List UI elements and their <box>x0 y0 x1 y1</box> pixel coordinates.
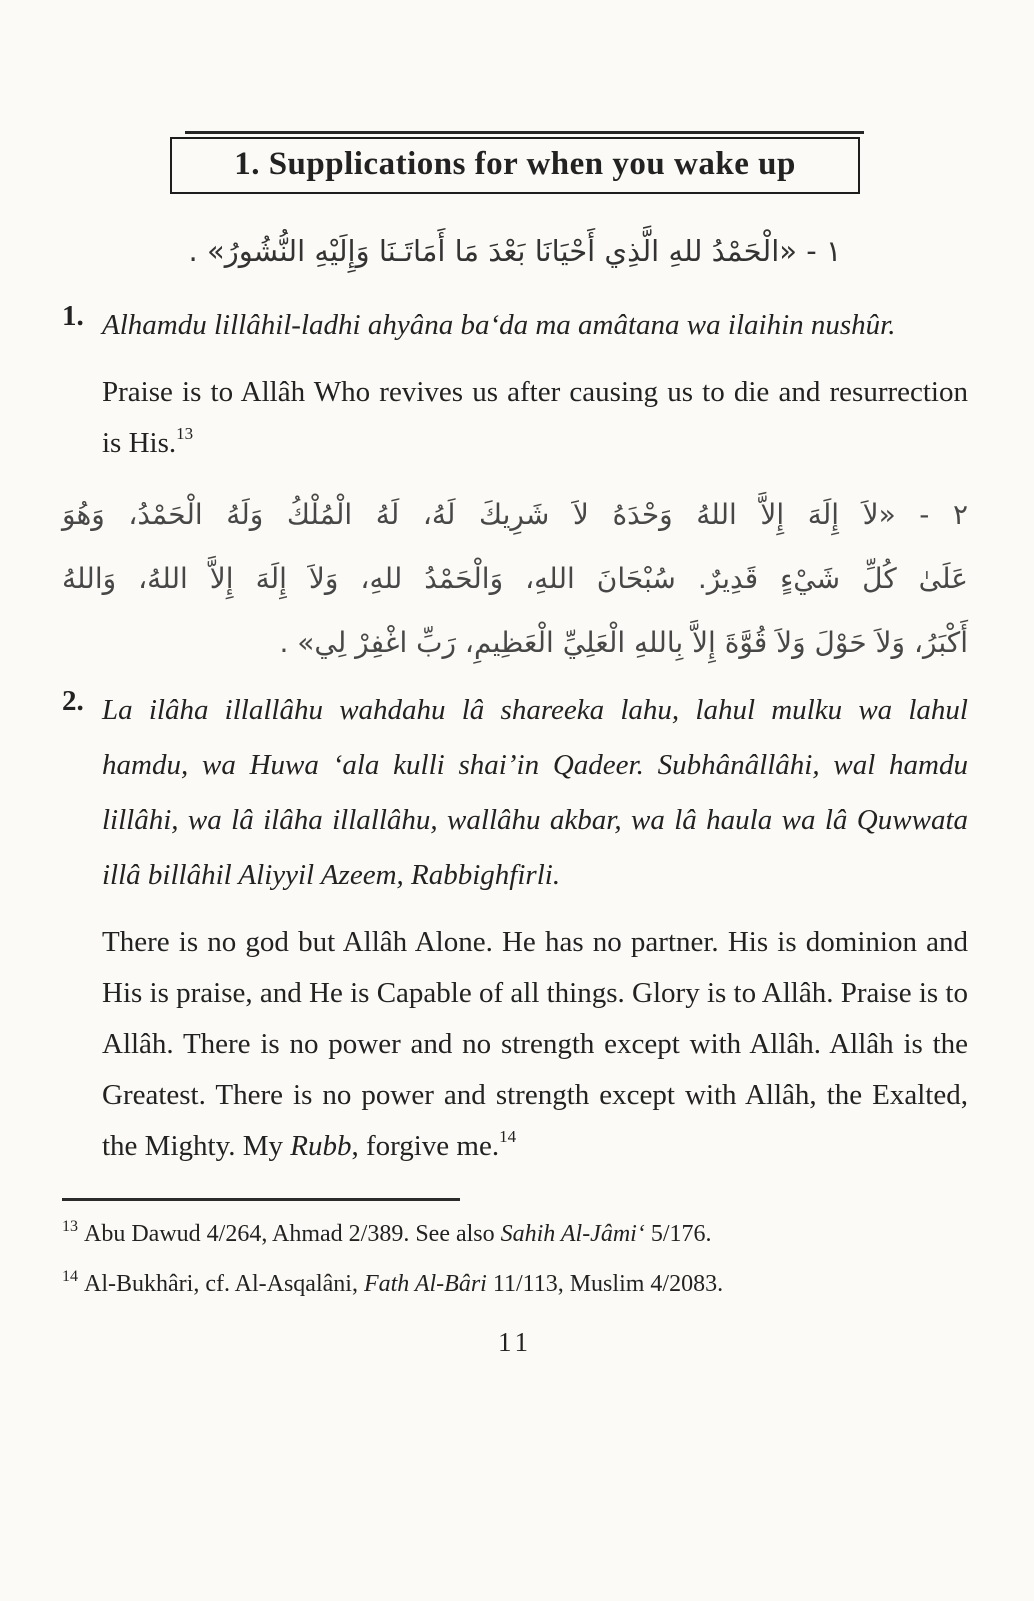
dua2-footnote-marker: 14 <box>499 1127 517 1146</box>
dua2-arabic-line-1: ٢ - «لاَ إِلَهَ إِلاَّ اللهُ وَحْدَهُ لاَ شَرِيكَ لَهُ، لَهُ الْمُلْكُ وَلَهُ الْحَمْدُ، وَهُوَ <box>62 498 968 531</box>
section-title: 1. Supplications for when you wake up <box>234 146 796 182</box>
footnote-14-text-tail: 11/113, Muslim 4/2083. <box>486 1271 724 1297</box>
footnote-separator-rule <box>62 1198 460 1201</box>
footnote-14 <box>62 1268 968 1301</box>
dua1-footnote-marker: 13 <box>176 424 194 443</box>
dua2-number: 2. <box>62 685 84 717</box>
dua1-transliteration: Alhamdu lillâhil-ladhi ahyâna ba‘da ma amâtana wa ilaihin nushûr. <box>102 309 896 341</box>
dua2-translation-text: There is no god but Allâh Alone. He has no partner. His is dominion and His is praise, and He is Capable of all things. Glory is to Allâh. Praise is to Allâh. There is no power and no strength except with Allâh. Allâh is the Greatest. There is no power and strength except with Allâh, the Exalted, the Mighty. My <box>102 926 968 1162</box>
dua2-arabic-text <box>62 483 968 675</box>
dua1-number: 1. <box>62 300 84 332</box>
dua1-translation-text: Praise is to Allâh Who revives us after causing us to die and resurrection is His. <box>102 376 968 459</box>
page-number: 11 <box>498 1327 532 1357</box>
dua2-translation <box>102 917 968 1172</box>
footnote-13-text: Abu Dawud 4/264, Ahmad 2/389. See also <box>84 1221 501 1247</box>
dua1-translation <box>102 367 968 469</box>
footnote-13-text-tail: 5/176. <box>644 1221 712 1247</box>
dua2-arabic-line-3: أَكْبَرُ، وَلاَ حَوْلَ وَلاَ قُوَّةَ إِلاَّ بِاللهِ الْعَلِيِّ الْعَظِيمِ، رَبِّ اغْفِرْ لِي» . <box>279 626 968 659</box>
dua2-transliteration: La ilâha illallâhu wahdahu lâ shareeka lahu, lahul mulku wa lahul hamdu, wa Huwa ‘ala kulli shai’in Qadeer. Subhânâllâhi, wal hamdu lillâhi, wa lâ ilâha illallâhu, wallâhu akbar, wa lâ haula wa lâ Quwwata illâ billâhil Aliyyil Azeem, Rabbighfirli. <box>102 694 968 891</box>
dua2-translation-italic-term: Rubb <box>290 1130 352 1162</box>
dua1-entry <box>62 298 968 469</box>
footnote-14-marker: 14 <box>62 1268 78 1285</box>
footnote-13 <box>62 1218 968 1251</box>
dua2-arabic-line-2: عَلَىٰ كُلِّ شَيْءٍ قَدِيرٌ. سُبْحَانَ اللهِ، وَالْحَمْدُ للهِ، وَلاَ إِلَهَ إِلاَّ اللهُ، وَاللهُ <box>62 562 968 595</box>
dua2-translation-tail: , forgive me. <box>351 1130 500 1162</box>
footnote-14-source-title: Fath Al-Bâri <box>363 1271 487 1297</box>
footnote-14-text: Al-Bukhâri, cf. Al-Asqalâni, <box>84 1271 364 1297</box>
section-title-box <box>170 137 860 194</box>
footnote-13-source-title: Sahih Al-Jâmi‘ <box>500 1221 645 1247</box>
footnote-13-marker: 13 <box>62 1218 78 1235</box>
dua1-arabic-text: ١ - «الْحَمْدُ للهِ الَّذِي أَحْيَانَا بَعْدَ مَا أَمَاتَـنَا وَإِلَيْهِ النُّشُورُ» . <box>188 234 842 268</box>
dua2-entry <box>62 683 968 1172</box>
